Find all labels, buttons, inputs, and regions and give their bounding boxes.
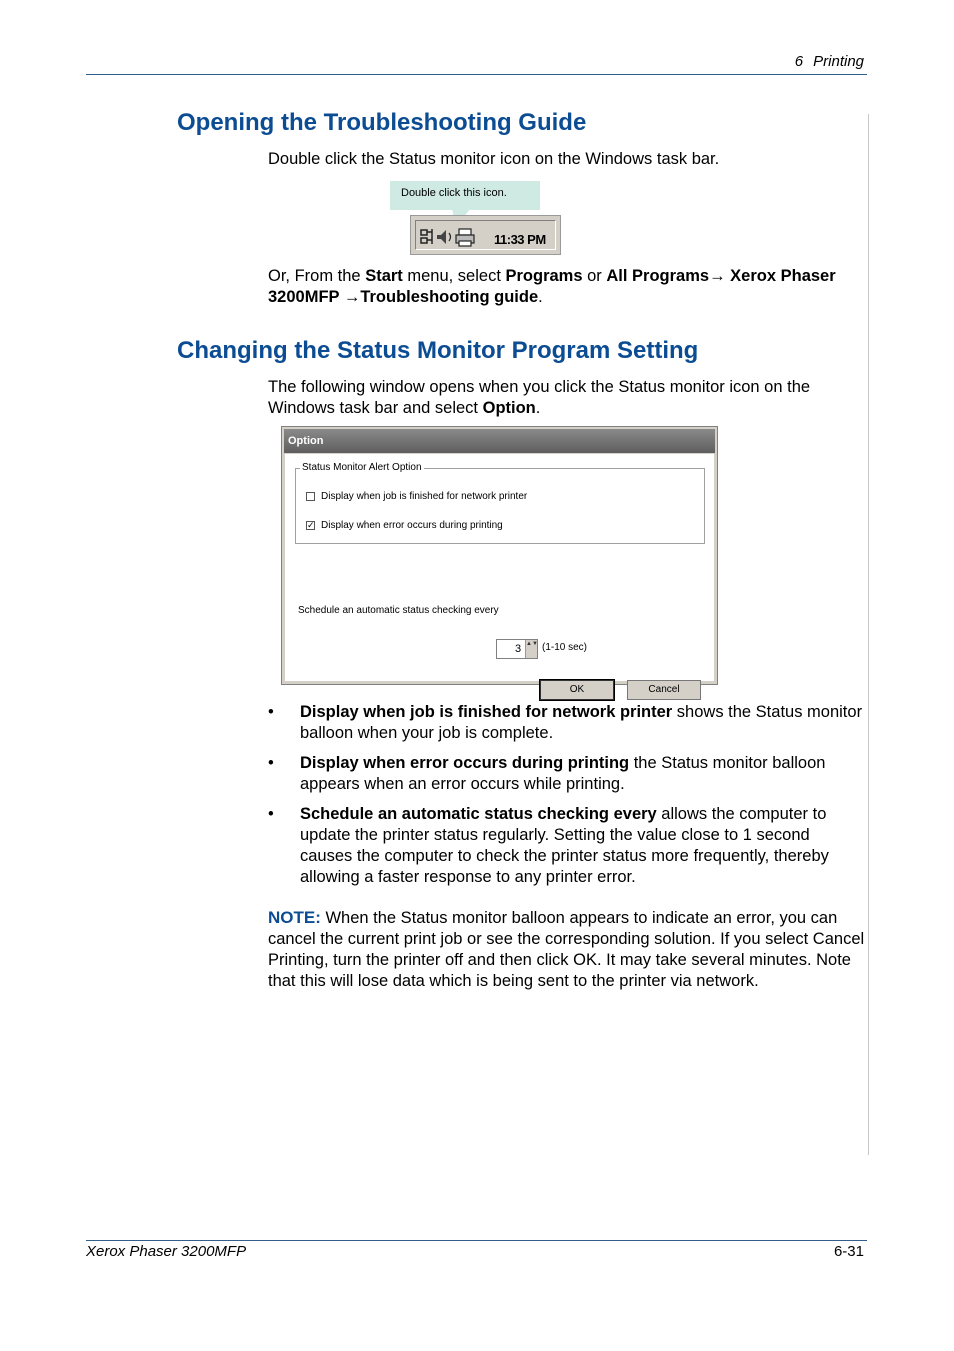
option-dialog (281, 426, 718, 695)
text-run: . (535, 399, 541, 417)
bullet-list (268, 702, 866, 888)
footer-rule (86, 1240, 867, 1241)
checkbox-label: Display when job is finished for network printer (321, 491, 528, 502)
list-item (268, 804, 866, 888)
taskbar-tray (410, 215, 561, 255)
stepper-arrows-icon[interactable]: ▲▼ (525, 640, 537, 658)
margin-rule (868, 114, 869, 1155)
bullet-text: the Status monitor balloon appears when an error occurs while printing. (300, 754, 826, 793)
section-title-troubleshooting: Opening the Troubleshooting Guide (177, 109, 587, 136)
group-label: Status Monitor Alert Option (302, 462, 422, 473)
list-item (268, 753, 866, 795)
section1-menu-path (268, 266, 866, 308)
text-run: . (538, 288, 543, 306)
section-title-status-monitor: Changing the Status Monitor Program Setting (177, 337, 699, 364)
option-descriptions (268, 702, 866, 897)
text-run: The following window opens when you click the Status monitor icon on the Windows task bar and select (268, 378, 811, 417)
error-option[interactable] (306, 520, 503, 531)
start-menu-term: Start (365, 267, 403, 285)
troubleshooting-guide-term: Troubleshooting guide (360, 288, 539, 306)
note-text: When the Status monitor balloon appears to indicate an error, you can cancel the current print job or see the corresponding solution. If you select Cancel Printing, turn the printer off and then click OK. It may take several minutes. Note that this will lose data which is being sent to the printer via network. (268, 909, 865, 990)
page-number: 6-31 (833, 1243, 864, 1260)
tray-icons (419, 226, 485, 248)
network-printer-option[interactable] (306, 491, 527, 502)
network-icon (421, 229, 432, 244)
list-item (268, 702, 866, 744)
callout-balloon (390, 181, 540, 210)
ok-button[interactable]: OK (540, 680, 614, 700)
bullet-text: allows the computer to update the printer status regularly. Setting the value close to 1 second causes the computer to check the printer status more frequently, thereby allowing a faster response to any printer error. (300, 805, 829, 886)
checkbox-checked[interactable]: ✓ (307, 520, 315, 530)
schedule-label: Schedule an automatic status checking every (298, 605, 499, 616)
arrow-icon: → (709, 267, 726, 285)
text-run: Or, From the (268, 267, 366, 285)
arrow-icon: → (343, 288, 361, 306)
bullet-term: Schedule an automatic status checking every (300, 805, 657, 823)
footer-product: Xerox Phaser 3200MFP (86, 1243, 247, 1260)
section2-intro (268, 377, 858, 419)
option-term: Option (482, 399, 536, 417)
programs-term: Programs (505, 267, 583, 285)
interval-range: (1-10 sec) (542, 642, 588, 653)
tray-clock: 11:33 PM (494, 232, 546, 247)
bullet-term: Display when job is finished for network printer (300, 703, 673, 721)
bullet-term: Display when error occurs during printing (300, 754, 630, 772)
printer-status-icon (456, 229, 474, 246)
tray-inset (415, 220, 556, 250)
header-rule (86, 74, 867, 75)
alert-option-group (295, 462, 705, 544)
chapter-title: Printing (813, 53, 864, 70)
running-header (795, 53, 864, 70)
cancel-button[interactable]: Cancel (627, 680, 701, 700)
dialog-body (285, 454, 714, 695)
note-label: NOTE: (268, 908, 321, 927)
xerox-term: Xerox Phaser 3200MFP (268, 267, 836, 306)
interval-value: 3 (515, 643, 522, 655)
text-run: or (582, 267, 607, 285)
bullet-text: shows the Status monitor balloon when your job is complete. (300, 703, 863, 742)
text-run: menu, select (402, 267, 506, 285)
volume-icon (437, 230, 451, 244)
callout-text: Double click this icon. (401, 187, 507, 199)
note-paragraph (268, 907, 866, 992)
section1-intro: Double click the Status monitor icon on the Windows task bar. (268, 150, 720, 168)
interval-stepper[interactable] (496, 639, 538, 659)
dialog-title: Option (284, 429, 715, 453)
all-programs-term: All Programs (606, 267, 710, 285)
chapter-number: 6 (794, 53, 804, 70)
checkbox-label: Display when error occurs during printing (321, 520, 503, 531)
checkbox-unchecked[interactable] (306, 492, 315, 501)
